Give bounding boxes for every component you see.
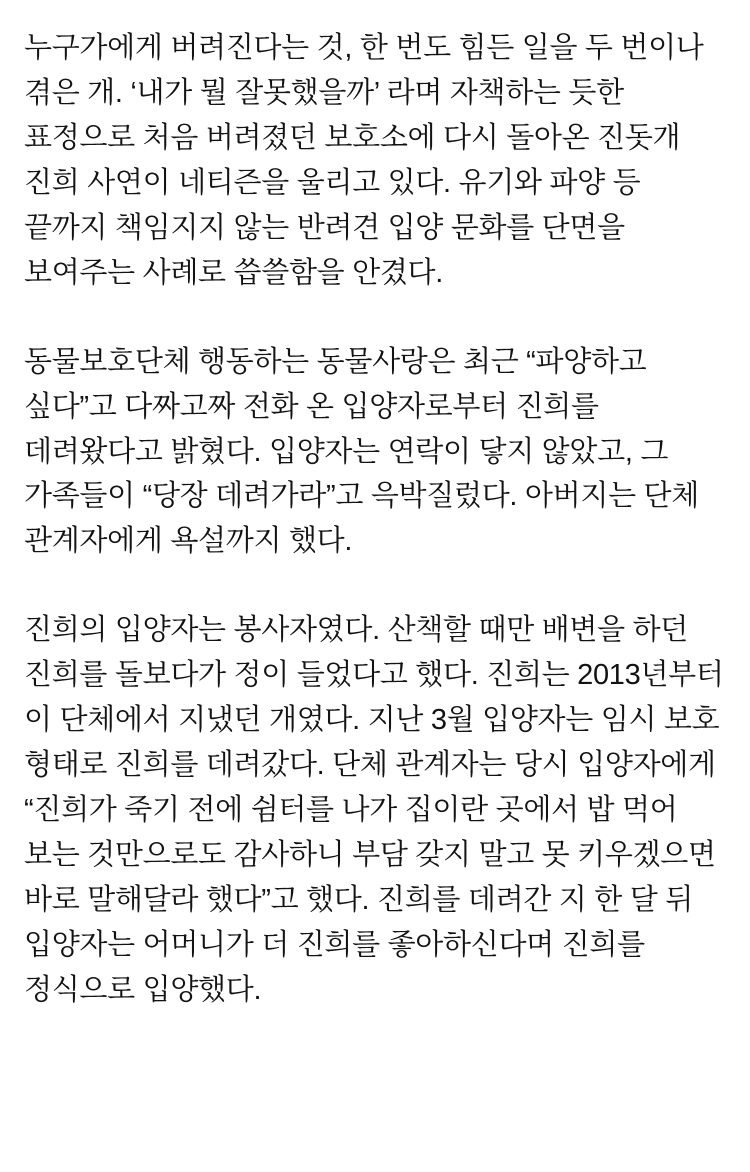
article-paragraph-2: 동물보호단체 행동하는 동물사랑은 최근 “파양하고 싶다”고 다짜고짜 전화 온 입양자로부터 진희를 데려왔다고 밝혔다. 입양자는 연락이 닿지 않았고, 그 가족들이 “당장 데려가라”고 윽박질렀다. 아버지는 단체 관계자에게 욕설까지 했다. [24, 345, 699, 558]
article-paragraph-1: 누구가에게 버려진다는 것, 한 번도 힘든 일을 두 번이나 겪은 개. ‘내가 뭘 잘못했을까’ 라며 자책하는 듯한 표정으로 처음 버려졌던 보호소에 다시 돌아온 진돗개 진희 사연이 네티즌을 울리고 있다. 유기와 파양 등 끝까지 책임지지 않는 반려견 입양 문화를 단면을 보여주는 사례로 씁쓸함을 안겼다. [24, 32, 704, 289]
article-paragraph-3: 진희의 입양자는 봉사자였다. 산책할 때만 배변을 하던 진희를 돌보다가 정이 들었다고 했다. 진희는 2013년부터 이 단체에서 지냈던 개였다. 지난 3월 입양자는 임시 보호 형태로 진희를 데려갔다. 단체 관계자는 당시 입양자에게 “진희가 죽기 전에 쉼터를 나가 집이란 곳에서 밥 먹어 보는 것만으로도 감사하니 부담 갖지 말고 못 키우겠으면 바로 말해달라 했다”고 했다. 진희를 데려간 지 한 달 뒤 입양자는 어머니가 더 진희를 좋아하신다며 진희를 정식으로 입양했다. [24, 614, 724, 1006]
